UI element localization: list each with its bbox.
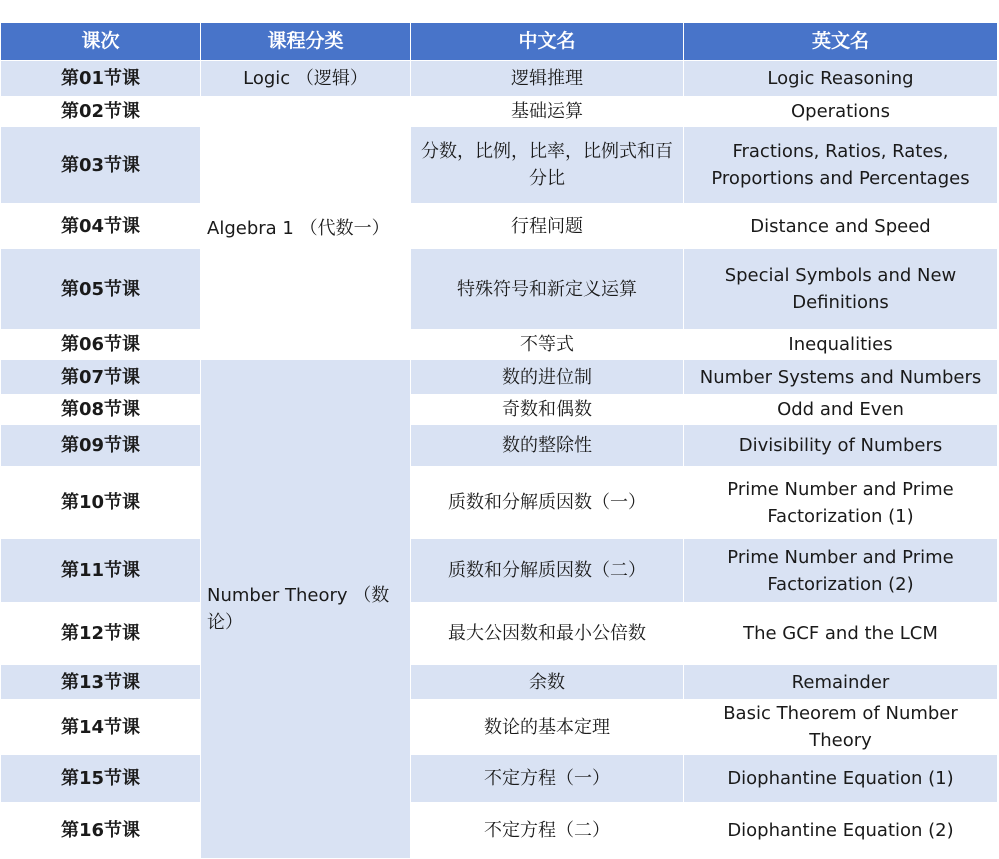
chinese-cell: 数论的基本定理 <box>411 700 684 755</box>
table-row <box>1 665 998 700</box>
table-row <box>1 603 998 665</box>
table-row <box>1 700 998 755</box>
category-cell-logic: Logic （逻辑） <box>201 61 411 97</box>
table-row <box>1 330 998 360</box>
table-row <box>1 425 998 467</box>
english-cell: Inequalities <box>684 330 998 360</box>
lesson-cell: 第09节课 <box>1 425 201 467</box>
chinese-cell: 不等式 <box>411 330 684 360</box>
chinese-cell: 逻辑推理 <box>411 61 684 97</box>
chinese-cell: 质数和分解质因数（一） <box>411 467 684 539</box>
chinese-cell: 特殊符号和新定义运算 <box>411 249 684 330</box>
category-cell-algebra: Algebra 1 （代数一） <box>201 97 411 360</box>
english-cell: Remainder <box>684 665 998 700</box>
chinese-cell: 数的进位制 <box>411 360 684 395</box>
category-cell-number-theory: Number Theory （数论） <box>201 360 411 859</box>
chinese-cell: 余数 <box>411 665 684 700</box>
english-cell: Prime Number and Prime Factorization (1) <box>684 467 998 539</box>
chinese-cell: 最大公因数和最小公倍数 <box>411 603 684 665</box>
table-row <box>1 539 998 603</box>
lesson-cell: 第07节课 <box>1 360 201 395</box>
english-cell: Divisibility of Numbers <box>684 425 998 467</box>
table-row <box>1 360 998 395</box>
lesson-cell: 第11节课 <box>1 539 201 603</box>
chinese-cell: 行程问题 <box>411 204 684 249</box>
lesson-cell: 第04节课 <box>1 204 201 249</box>
table-row <box>1 61 998 97</box>
chinese-cell: 不定方程（二） <box>411 803 684 859</box>
chinese-cell: 质数和分解质因数（二） <box>411 539 684 603</box>
chinese-cell: 基础运算 <box>411 97 684 127</box>
lesson-cell: 第12节课 <box>1 603 201 665</box>
header-english: 英文名 <box>684 23 998 61</box>
lesson-cell: 第15节课 <box>1 755 201 803</box>
lesson-cell: 第01节课 <box>1 61 201 97</box>
table-row <box>1 395 998 425</box>
lesson-cell: 第06节课 <box>1 330 201 360</box>
header-lesson: 课次 <box>1 23 201 61</box>
table-row <box>1 127 998 204</box>
lesson-cell: 第08节课 <box>1 395 201 425</box>
chinese-cell: 奇数和偶数 <box>411 395 684 425</box>
header-category: 课程分类 <box>201 23 411 61</box>
lesson-cell: 第14节课 <box>1 700 201 755</box>
english-cell: Diophantine Equation (2) <box>684 803 998 859</box>
english-cell: Number Systems and Numbers <box>684 360 998 395</box>
header-chinese: 中文名 <box>411 23 684 61</box>
lesson-cell: 第13节课 <box>1 665 201 700</box>
english-cell: Distance and Speed <box>684 204 998 249</box>
table-row <box>1 467 998 539</box>
table-row <box>1 755 998 803</box>
table-row <box>1 803 998 859</box>
table-row <box>1 204 998 249</box>
table-row <box>1 249 998 330</box>
lesson-cell: 第05节课 <box>1 249 201 330</box>
english-cell: Special Symbols and New Definitions <box>684 249 998 330</box>
lesson-cell: 第10节课 <box>1 467 201 539</box>
english-cell: Diophantine Equation (1) <box>684 755 998 803</box>
course-table <box>0 22 998 859</box>
table-row <box>1 97 998 127</box>
english-cell: Odd and Even <box>684 395 998 425</box>
english-cell: The GCF and the LCM <box>684 603 998 665</box>
chinese-cell: 不定方程（一） <box>411 755 684 803</box>
chinese-cell: 数的整除性 <box>411 425 684 467</box>
chinese-cell: 分数，比例，比率，比例式和百分比 <box>411 127 684 204</box>
lesson-cell: 第16节课 <box>1 803 201 859</box>
english-cell: Operations <box>684 97 998 127</box>
lesson-cell: 第02节课 <box>1 97 201 127</box>
english-cell: Fractions, Ratios, Rates, Proportions and Percentages <box>684 127 998 204</box>
english-cell: Prime Number and Prime Factorization (2) <box>684 539 998 603</box>
lesson-cell: 第03节课 <box>1 127 201 204</box>
header-row <box>1 23 998 61</box>
english-cell: Basic Theorem of Number Theory <box>684 700 998 755</box>
english-cell: Logic Reasoning <box>684 61 998 97</box>
